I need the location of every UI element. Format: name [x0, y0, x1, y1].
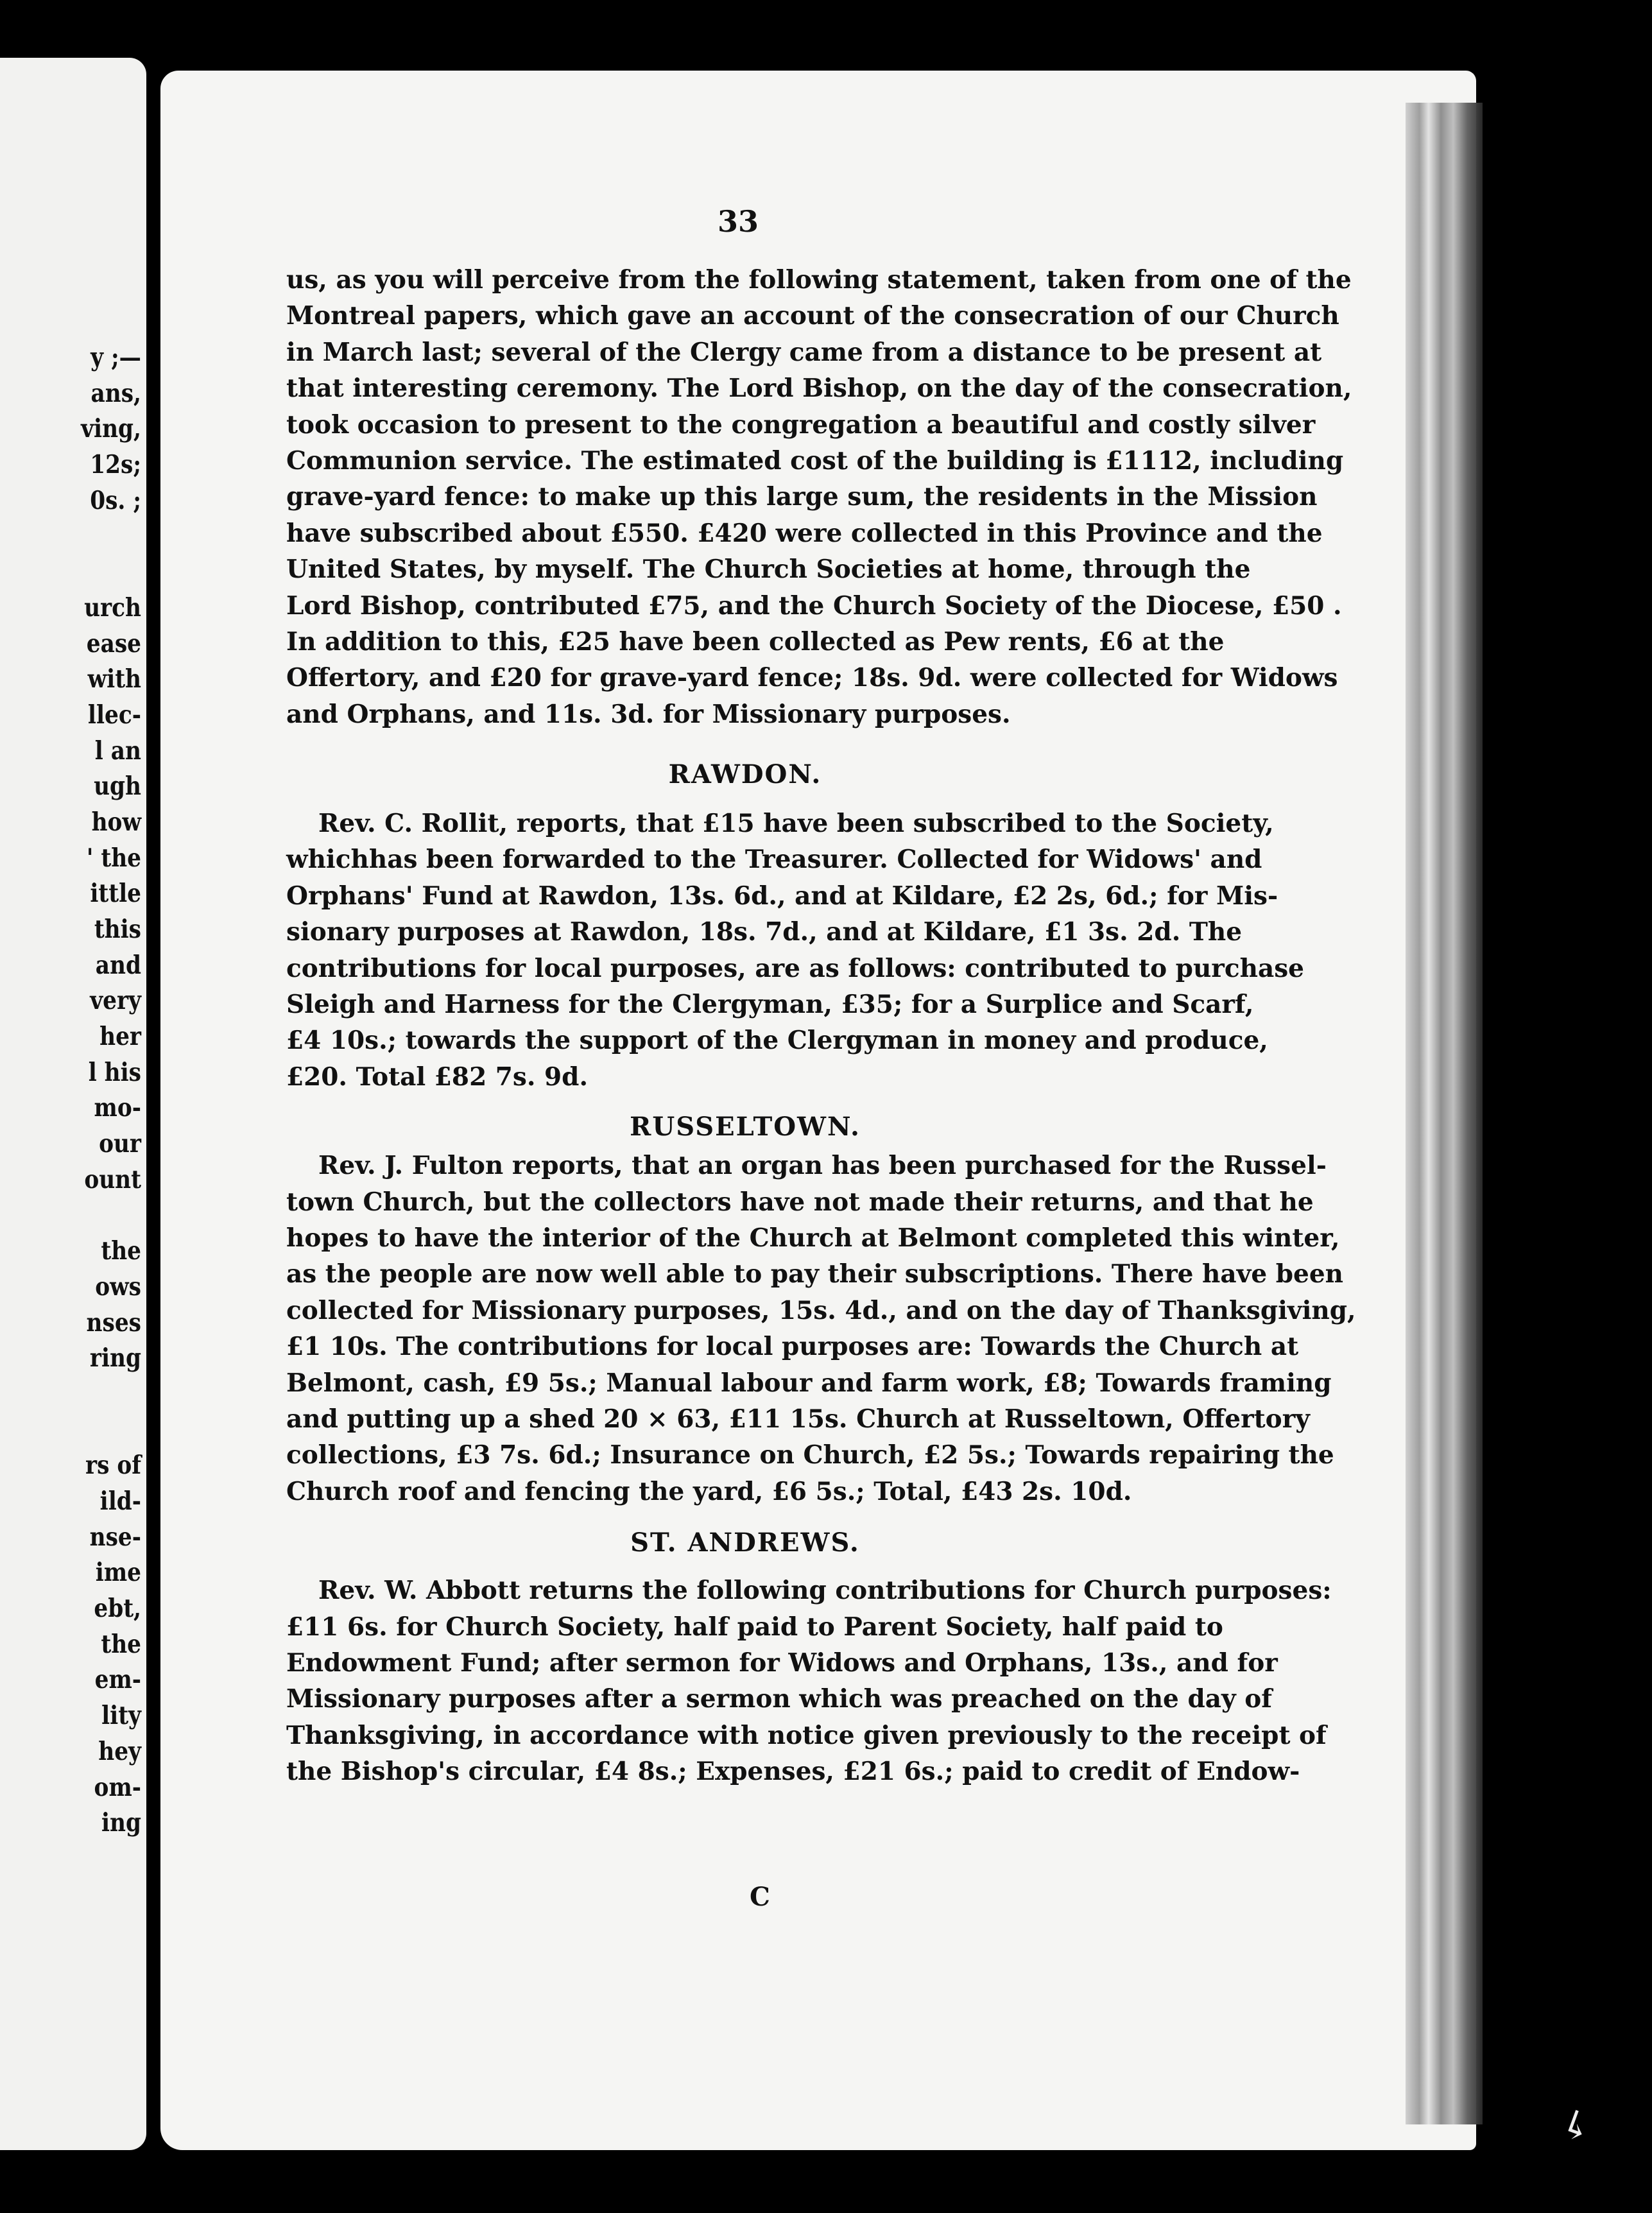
- previous-page-line: and: [95, 950, 141, 980]
- text-line: in March last; several of the Clergy came from a distance to be present at: [286, 337, 1322, 367]
- previous-page-line: the: [101, 1629, 141, 1659]
- previous-page-line: ing: [101, 1808, 141, 1838]
- text-line: £4 10s.; towards the support of the Clergyman in money and produce,: [286, 1026, 1268, 1056]
- text-line: as the people are now well able to pay their subscriptions. There have been: [286, 1259, 1343, 1289]
- heading-russeltown: RUSSELTOWN.: [630, 1112, 861, 1142]
- previous-page-line: very: [90, 986, 141, 1016]
- previous-page-line: ild-: [99, 1486, 141, 1516]
- previous-page-line: ittle: [90, 879, 141, 909]
- text-line: Endowment Fund; after sermon for Widows and Orphans, 13s., and for: [286, 1648, 1278, 1678]
- text-line: £11 6s. for Church Society, half paid to Parent Society, half paid to: [286, 1612, 1223, 1642]
- previous-page-line: ebt,: [94, 1594, 141, 1624]
- text-line: £1 10s. The contributions for local purposes are: Towards the Church at: [286, 1332, 1299, 1362]
- previous-page-line: hey: [98, 1736, 141, 1766]
- page-body: [286, 262, 1356, 1789]
- previous-page-line: 0s. ;: [90, 485, 141, 515]
- text-line: town Church, but the collectors have not made their returns, and that he: [286, 1187, 1314, 1217]
- text-line: Orphans' Fund at Rawdon, 13s. 6d., and at Kildare, £2 2s, 6d.; for Mis-: [286, 881, 1278, 911]
- text-line: United States, by myself. The Church Societies at home, through the: [286, 555, 1251, 585]
- text-line: Communion service. The estimated cost of the building is £1112, including: [286, 445, 1344, 476]
- previous-page-line: nse-: [89, 1522, 141, 1552]
- previous-page-line: lity: [101, 1701, 141, 1731]
- previous-page-line: with: [87, 664, 141, 694]
- text-line: Missionary purposes after a sermon which was preached on the day of: [286, 1684, 1273, 1714]
- previous-page-line: [17, 1413, 141, 1449]
- previous-page-line: ring: [89, 1343, 141, 1373]
- text-line: Offertory, and £20 for grave-yard fence; 18s. 9d. were collected for Widows: [286, 663, 1338, 693]
- previous-page-line: ' the: [86, 843, 141, 873]
- text-line: collected for Missionary purposes, 15s. 4d., and on the day of Thanksgiving,: [286, 1295, 1356, 1325]
- text-line: that interesting ceremony. The Lord Bishop, on the day of the consecration,: [286, 374, 1352, 404]
- rawdon-paragraph: [286, 805, 1304, 1095]
- text-line: have subscribed about £550. £420 were collected in this Province and the: [286, 518, 1323, 548]
- text-line: Belmont, cash, £9 5s.; Manual labour and farm work, £8; Towards framing: [286, 1368, 1332, 1398]
- scan-corner-mark: ↳: [1554, 2099, 1600, 2153]
- heading-rawdon: RAWDON.: [668, 759, 822, 790]
- previous-page-line: [17, 519, 141, 555]
- previous-page-line: [17, 1198, 141, 1234]
- previous-page-line: ount: [84, 1164, 141, 1194]
- text-line: Rev. C. Rollit, reports, that £15 have been subscribed to the Society,: [318, 809, 1274, 839]
- text-line: grave-yard fence: to make up this large sum, the residents in the Mission: [286, 482, 1318, 512]
- previous-page-line: l an: [94, 736, 141, 766]
- text-line: hopes to have the interior of the Church at Belmont completed this winter,: [286, 1223, 1340, 1253]
- page-number: 33: [718, 204, 759, 239]
- previous-page-line: her: [99, 1022, 141, 1052]
- heading-st-andrews: ST. ANDREWS.: [630, 1528, 860, 1558]
- text-line: Rev. J. Fulton reports, that an organ has been purchased for the Russel-: [318, 1151, 1327, 1181]
- previous-page-line: urch: [84, 592, 141, 623]
- previous-page-line: nses: [86, 1307, 141, 1338]
- previous-page-line: om-: [94, 1772, 141, 1802]
- previous-page-line: mo-: [94, 1093, 141, 1123]
- text-line: Thanksgiving, in accordance with notice given previously to the receipt of: [286, 1720, 1327, 1750]
- previous-page-line: y ;—: [90, 343, 141, 372]
- text-line: Lord Bishop, contributed £75, and the Church Society of the Diocese, £50 .: [286, 590, 1342, 621]
- russeltown-paragraph: [286, 1148, 1356, 1510]
- text-line: collections, £3 7s. 6d.; Insurance on Church, £2 5s.; Towards repairing the: [286, 1440, 1334, 1470]
- text-line: £20. Total £82 7s. 9d.: [286, 1062, 589, 1092]
- previous-page-line: our: [99, 1129, 141, 1159]
- text-line: contributions for local purposes, are as follows: contributed to purchase: [286, 953, 1304, 983]
- previous-page-line: ime: [95, 1558, 141, 1588]
- previous-page-line: ease: [86, 628, 141, 659]
- page-edge-stack: [1406, 103, 1483, 2124]
- intro-paragraph: [286, 262, 1352, 732]
- previous-page-line: l his: [88, 1057, 141, 1087]
- text-line: and Orphans, and 11s. 3d. for Missionary purposes.: [286, 699, 1011, 729]
- text-line: In addition to this, £25 have been collected as Pew rents, £6 at the: [286, 626, 1225, 657]
- text-line: us, as you will perceive from the following statement, taken from one of the: [286, 265, 1352, 295]
- previous-page-line: how: [91, 807, 141, 837]
- previous-page-line: this: [94, 915, 141, 944]
- previous-page-line: the: [101, 1236, 141, 1266]
- text-line: took occasion to present to the congregation a beautiful and costly silver: [286, 409, 1316, 440]
- text-line: whichhas been forwarded to the Treasurer. Collected for Widows' and: [286, 845, 1262, 875]
- previous-page-line: rs of: [85, 1451, 141, 1481]
- st-andrews-paragraph: [286, 1572, 1332, 1789]
- text-line: Rev. W. Abbott returns the following contributions for Church purposes:: [318, 1576, 1332, 1606]
- previous-page: [0, 58, 146, 2150]
- previous-page-line: llec-: [87, 700, 141, 730]
- previous-page-line: [17, 1377, 141, 1413]
- previous-page-line: ans,: [90, 378, 141, 408]
- previous-page-line: ows: [95, 1271, 141, 1302]
- previous-page-text: [17, 340, 141, 1841]
- previous-page-line: ugh: [94, 771, 141, 802]
- text-line: the Bishop's circular, £4 8s.; Expenses, £21 6s.; paid to credit of Endow-: [286, 1757, 1300, 1787]
- previous-page-line: em-: [94, 1665, 141, 1695]
- previous-page-line: ving,: [81, 414, 141, 444]
- signature-mark: C: [750, 1882, 770, 1912]
- previous-page-line: 12s;: [90, 450, 141, 480]
- text-line: Montreal papers, which gave an account of the consecration of our Church: [286, 301, 1339, 331]
- text-line: Church roof and fencing the yard, £6 5s.; Total, £43 2s. 10d.: [286, 1476, 1132, 1506]
- text-line: Sleigh and Harness for the Clergyman, £35; for a Surplice and Scarf,: [286, 990, 1254, 1020]
- previous-page-line: [17, 555, 141, 590]
- text-line: sionary purposes at Rawdon, 18s. 7d., and at Kildare, £1 3s. 2d. The: [286, 917, 1243, 947]
- text-line: and putting up a shed 20 × 63, £11 15s. Church at Russeltown, Offertory: [286, 1404, 1310, 1434]
